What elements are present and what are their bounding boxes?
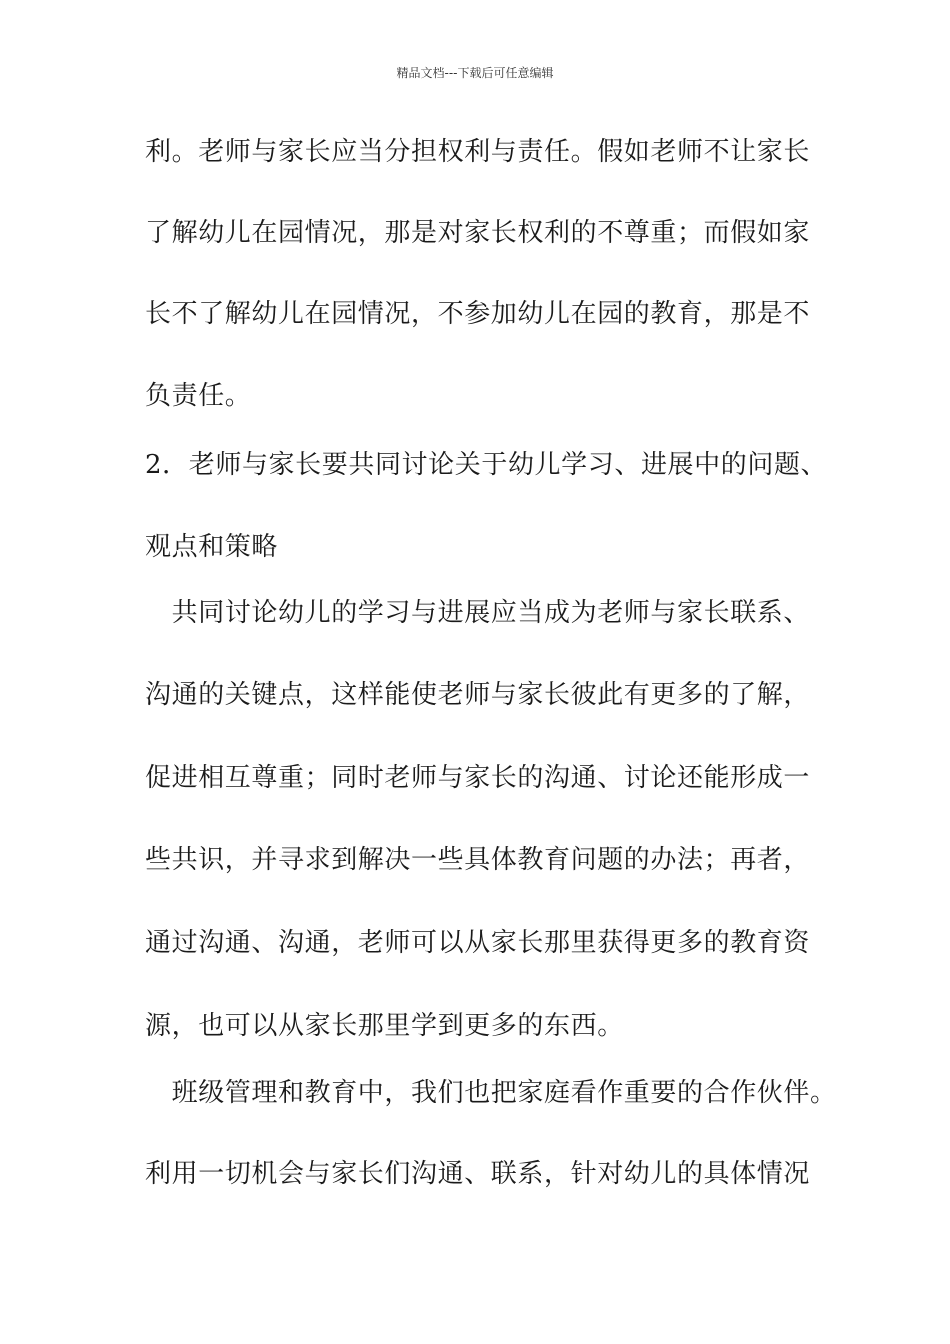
text-line: 通过沟通、沟通，老师可以从家长那里获得更多的教育资 [145,928,811,958]
section-heading: 2．老师与家长要共同讨论关于幼儿学习、进展中的问题、 [145,450,828,480]
text-line: 促进相互尊重；同时老师与家长的沟通、讨论还能形成一 [145,763,811,793]
text-line: 共同讨论幼儿的学习与进展应当成为老师与家长联系、 [145,598,811,628]
text-line: 了解幼儿在园情况，那是对家长权利的不尊重；而假如家 [145,218,811,248]
text-line: 负责任。 [145,381,252,411]
text-line: 利用一切机会与家长们沟通、联系，针对幼儿的具体情况 [145,1159,811,1189]
text-line: 沟通的关键点，这样能使老师与家长彼此有更多的了解， [145,680,811,710]
page-header: 精品文档---下载后可任意编辑 [396,66,554,80]
text-line: 些共识，并寻求到解决一些具体教育问题的办法；再者， [145,845,811,875]
text-line: 利。老师与家长应当分担权利与责任。假如老师不让家长 [145,137,811,167]
text-line: 长不了解幼儿在园情况，不参加幼儿在园的教育，那是不 [145,299,811,329]
section-heading: 观点和策略 [145,532,279,562]
text-line: 源，也可以从家长那里学到更多的东西。 [145,1011,624,1041]
text-line: 班级管理和教育中，我们也把家庭看作重要的合作伙伴。 [145,1078,837,1108]
